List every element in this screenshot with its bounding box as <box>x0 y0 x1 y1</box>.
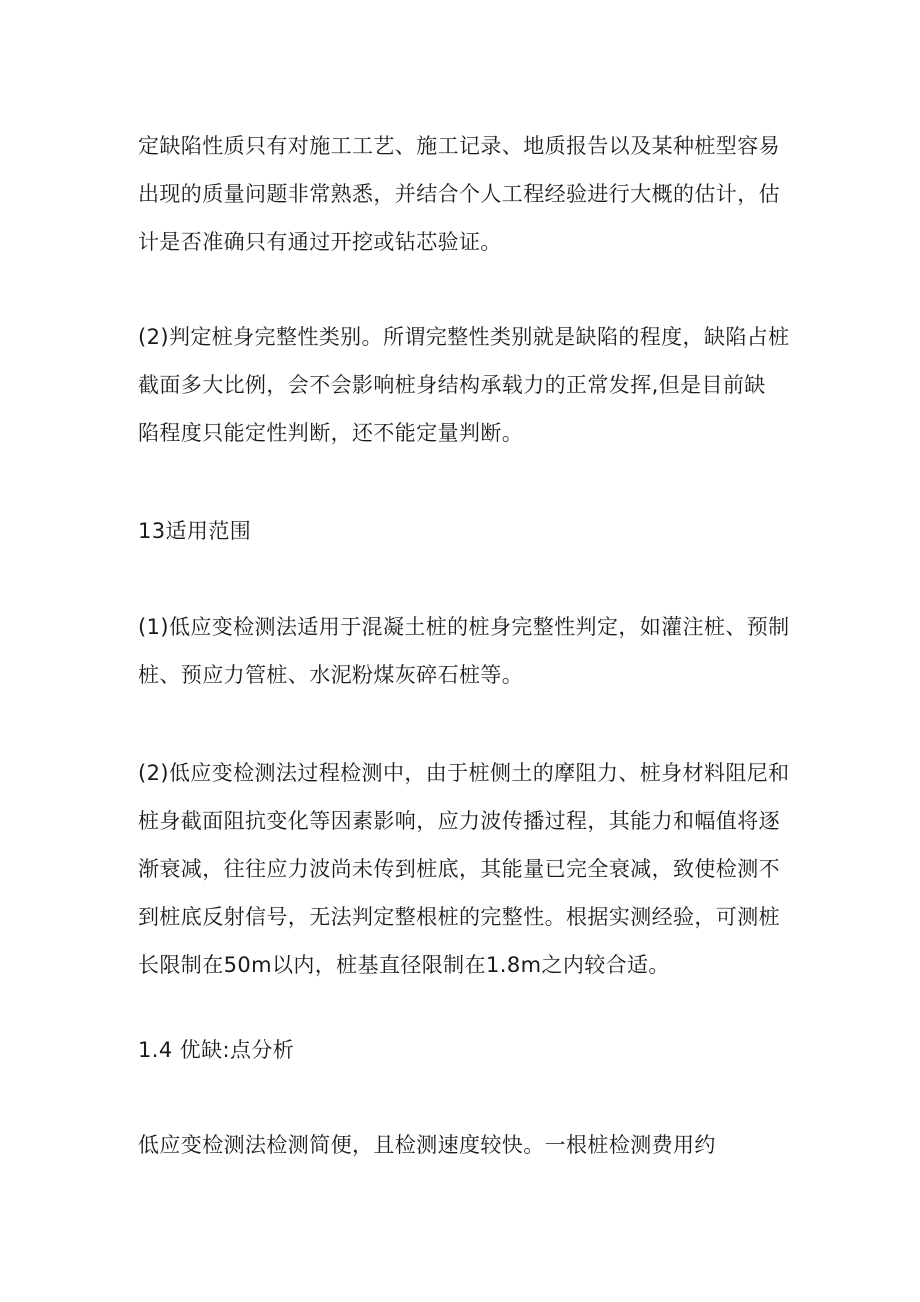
paragraph-line: 低应变检测法检测简便，且检测速度较快。一根桩检测费用约 <box>138 1133 716 1157</box>
paragraph-line: 陷程度只能定性判断，还不能定量判断。 <box>138 421 524 445</box>
paragraph-line: (2)低应变检测法过程检测中，由于桩侧土的摩阻力、桩身材料阻尼和 <box>138 761 790 785</box>
paragraph-line: (2)判定桩身完整性类别。所谓完整性类别就是缺陷的程度，缺陷占桩 <box>138 325 790 349</box>
paragraph-line: 渐衰减，往往应力波尚未传到桩底，其能量已完全衰减，致使检测不 <box>138 857 780 881</box>
paragraph-line: 出现的质量问题非常熟悉，并结合个人工程经验进行大概的估计，估 <box>138 182 780 206</box>
paragraph-line: 桩、预应力管桩、水泥粉煤灰碎石桩等。 <box>138 663 524 687</box>
section-heading: 1.4 优缺:点分析 <box>138 1038 295 1062</box>
paragraph-line: 定缺陷性质只有对施工工艺、施工记录、地质报告以及某种桩型容易 <box>138 134 780 158</box>
paragraph-line: 到桩底反射信号，无法判定整根桩的完整性。根据实测经验，可测桩 <box>138 905 780 929</box>
paragraph-line: (1)低应变检测法适用于混凝土桩的桩身完整性判定，如灌注桩、预制 <box>138 615 790 639</box>
paragraph-line: 长限制在50m以内，桩基直径限制在1.8m之内较合适。 <box>138 953 670 977</box>
paragraph-line: 计是否准确只有通过开挖或钻芯验证。 <box>138 230 502 254</box>
paragraph-line: 桩身截面阻抗变化等因素影响，应力波传播过程，其能力和幅值将逐 <box>138 809 780 833</box>
paragraph-line: 截面多大比例，会不会影响桩身结构承载力的正常发挥,但是目前缺 <box>138 373 766 397</box>
section-heading: 13适用范围 <box>138 519 252 543</box>
